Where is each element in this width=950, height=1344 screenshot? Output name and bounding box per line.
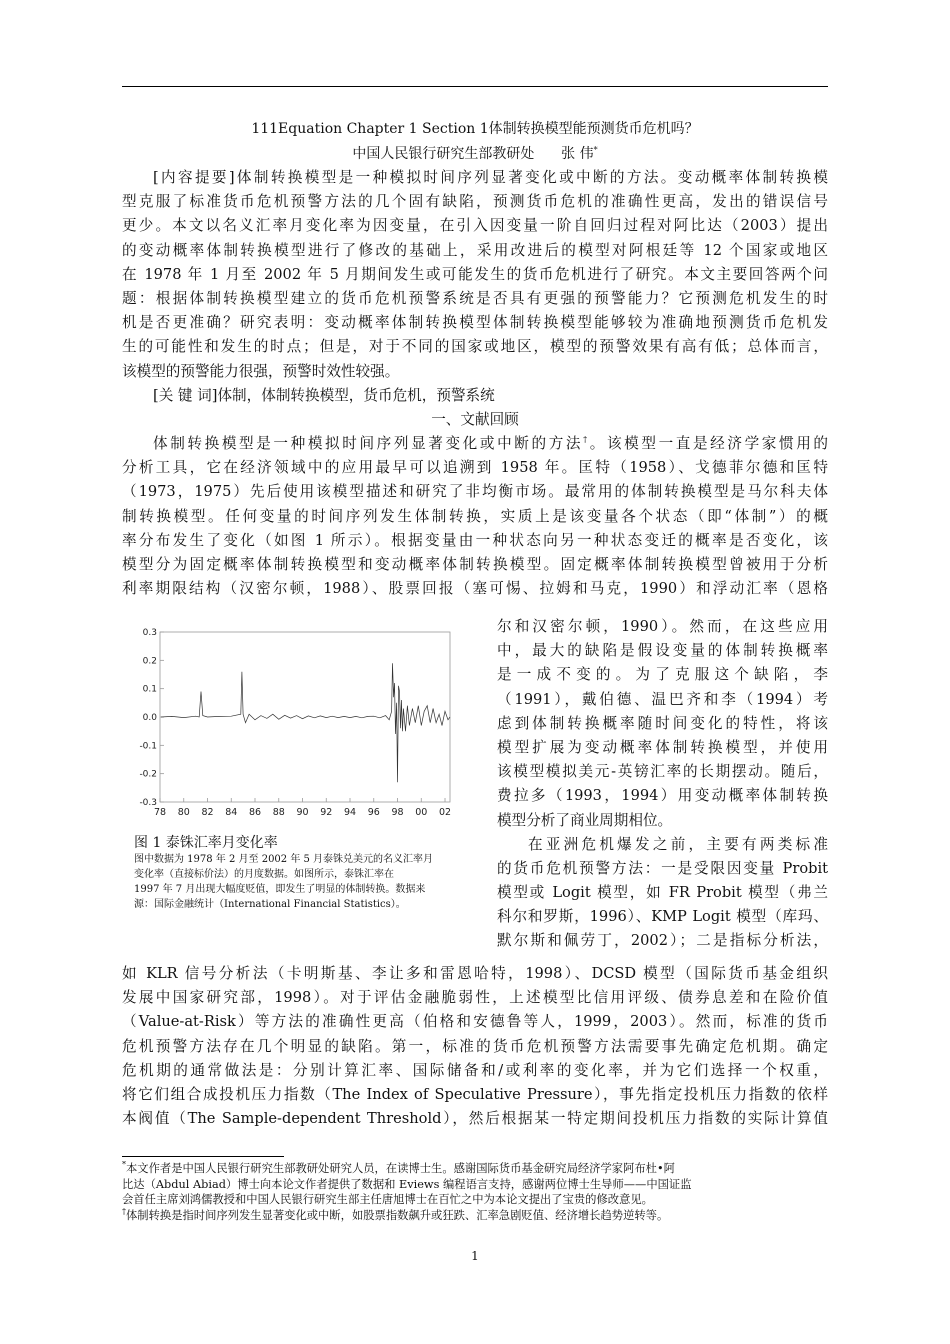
- figure-note-line: 源：国际金融统计（International Financial Statistics）。: [134, 899, 406, 910]
- x-tick-label: 84: [225, 807, 238, 818]
- x-tick-label: 88: [272, 807, 285, 818]
- figure-note-line: 图中数据为 1978 年 2 月至 2002 年 5 月泰铢兑美元的名义汇率月: [134, 854, 434, 865]
- abstract-line: 生的可能性和发生的时点；但是，对于不同的国家或地区，模型的预警效果有高有低；总体而言，: [122, 338, 828, 356]
- header-rule: [122, 86, 828, 87]
- footnote-text: 体制转换是指时间序列发生显著变化或中断，如股票指数飙升或狂跌、汇率急剧贬值、经济增长趋势逆转等。: [126, 1208, 669, 1222]
- paragraph-line: 分析工具，它在经济领域中的应用最早可以追溯到 1958 年。匡特（1958）、戈德菲尔德和匡特: [122, 459, 828, 477]
- x-tick-label: 96: [367, 807, 380, 818]
- exchange-rate-chart: [122, 620, 482, 830]
- page-number: 1: [471, 1249, 479, 1263]
- paragraph-text: 。该模型一直是经济学家惯用的: [589, 435, 828, 453]
- paragraph-line: 科尔和罗斯，1996）、KMP Logit 模型（库玛、: [497, 908, 828, 926]
- paragraph-text: 体制转换模型是一种模拟时间序列显著变化或中断的方法: [153, 435, 584, 453]
- series-line: [161, 663, 450, 782]
- abstract-line: 在 1978 年 1 月至 2002 年 5 月期间发生或可能发生的货币危机进行了研究。本文主要回答两个问: [122, 265, 828, 283]
- paragraph-line: 模型扩展为变动概率体制转换模型，并使用: [497, 738, 828, 756]
- y-tick-label: -0.2: [139, 769, 157, 780]
- x-tick-label: 94: [343, 807, 357, 818]
- paragraph-line: 利率期限结构（汉密尔顿，1988）、股票回报（塞可惕、拉姆和马克，1990）和浮动汇率（恩格: [122, 580, 828, 598]
- paragraph-line: 将它们组合成投机压力指数（The Index of Speculative Pressure），事先指定投机压力指数的依样: [122, 1085, 828, 1103]
- paragraph-line: （1973，1975）先后使用该模型描述和研究了非均衡市场。最常用的体制转换模型是马尔科夫体: [122, 483, 828, 501]
- paragraph-line: 危机期的通常做法是：分别计算汇率、国际储备和/或利率的变化率，并为它们选择一个权重，: [122, 1061, 828, 1079]
- paragraph-line: （Value-at-Risk）等方法的准确性更高（伯格和安德鲁等人，1999，2003）。然而，标准的货币: [122, 1013, 828, 1031]
- paper-title: 111Equation Chapter 1 Section 1体制转换模型能预测货币危机吗？: [251, 121, 699, 137]
- footnote-mark: †: [122, 1207, 126, 1217]
- footnote-mark: *: [122, 1161, 126, 1170]
- right-column: [497, 615, 828, 954]
- paragraph-line: 虑到体制转换概率随时间变化的特性，将该: [497, 714, 828, 732]
- y-tick-label: 0.1: [142, 684, 157, 695]
- footnote-line: [122, 1161, 828, 1177]
- paragraph-line: 本阀值（The Sample-dependent Threshold），然后根据某一特定期间投机压力指数的实际计算值: [122, 1110, 828, 1128]
- footnote-line: [122, 1208, 828, 1224]
- paragraph-line: 是一成不变的。为了克服这个缺陷，李: [497, 666, 828, 684]
- y-tick-label: 0.3: [142, 628, 157, 638]
- figure-1: [122, 620, 482, 920]
- abstract-line: 更少。本文以名义汇率月变化率为因变量，在引入因变量一阶自回归过程对阿比达（2003）提出: [122, 217, 828, 235]
- footnotes: [122, 1161, 828, 1223]
- paragraph-line: （1991），戴伯德、温巴齐和李（1994）考: [497, 690, 828, 708]
- footnote-line: 比达（Abdul Abiad）博士向本论文作者提供了数据和 Eviews 编程语言支持，感谢两位博士生导师——中国证监: [122, 1177, 692, 1191]
- author-footnote-mark: *: [593, 145, 598, 155]
- x-tick-label: 02: [438, 807, 452, 818]
- keywords: [关 键 词]体制，体制转换模型，货币危机，预警系统: [153, 386, 495, 404]
- x-tick-label: 80: [177, 807, 190, 818]
- paragraph-line: 默尔斯和佩劳丁，2002）；二是指标分析法，: [497, 932, 828, 950]
- footnote-text: 本文作者是中国人民银行研究生部教研处研究人员，在读博士生。感谢国际货币基金研究局经济学家阿布杜•阿: [126, 1162, 675, 1175]
- author-name: 张 伟: [561, 146, 594, 162]
- x-tick-label: 82: [201, 807, 214, 818]
- paragraph-line: 的货币危机预警方法：一是受限因变量 Probit: [497, 859, 828, 877]
- abstract-line: [内容提要]体制转换模型是一种模拟时间序列显著变化或中断的方法。变动概率体制转换模: [153, 169, 828, 186]
- x-tick-label: 86: [248, 807, 262, 818]
- paragraph-line: 危机预警方法存在几个明显的缺陷。第一，标准的货币危机预警方法需要事先确定危机期。确定: [122, 1037, 828, 1055]
- paragraph-line: 制转换模型。任何变量的时间序列发生体制转换，实质上是该变量各个状态（即“体制”）的概: [122, 507, 828, 525]
- x-tick-label: 78: [153, 807, 167, 818]
- x-tick-label: 00: [415, 807, 428, 818]
- paragraph-line: 该模型模拟美元-英镑汇率的长期摆动。随后，: [497, 763, 828, 781]
- figure-caption: 图 1 泰铢汇率月变化率: [134, 835, 278, 851]
- abstract-line: 机是否更准确？研究表明：变动概率体制转换模型体制转换模型能够较为准确地预测货币危机发: [122, 314, 828, 332]
- figure-note: [134, 852, 482, 912]
- x-tick-label: 98: [391, 807, 404, 818]
- abstract-line: 该模型的预警能力很强，预警时效性较强。: [122, 362, 400, 380]
- paragraph-line: 率分布发生了变化（如图 1 所示）。根据变量由一种状态向另一种状态变迁的概率是否变化，该: [122, 531, 828, 549]
- author-affiliation: 中国人民银行研究生部教研处: [352, 146, 535, 162]
- abstract-block: [122, 166, 828, 601]
- y-tick-label: 0.0: [142, 713, 157, 723]
- paragraph-line: 如 KLR 信号分析法（卡明斯基、李让多和雷恩哈特，1998）、DCSD 模型（国际货币基金组织: [122, 965, 828, 982]
- abstract-line: 题：根据体制转换模型建立的货币危机预警系统是否具有更强的预警能力？它预测危机发生的时: [122, 289, 828, 307]
- figure-note-line: 变化率（直接标价法）的月度数据。如图所示，泰铢汇率在: [134, 869, 394, 880]
- paragraph-line: 模型或 Logit 模型，如 FR Probit 模型（弗兰: [497, 884, 828, 902]
- footnote-rule: [122, 1156, 284, 1157]
- y-tick-label: -0.1: [139, 741, 157, 752]
- paragraph-line: [122, 432, 828, 456]
- paragraph-line: 费拉多（1993，1994）用变动概率体制转换: [497, 787, 828, 805]
- paragraph-line: 在亚洲危机爆发之前，主要有两类标准: [528, 835, 828, 853]
- author-line: [122, 144, 828, 164]
- abstract-line: 型克服了标准货币危机预警方法的几个固有缺陷，预测货币危机的准确性更高，发出的错误信号: [122, 193, 828, 211]
- y-tick-label: -0.3: [139, 798, 157, 808]
- x-tick-label: 92: [320, 807, 333, 818]
- paragraph-line: 发展中国家研究部，1998）。对于评估金融脆弱性，上述模型比信用评级、债券息差和在险价值: [122, 989, 828, 1007]
- paragraph-line: 尔和汉密尔顿，1990）。然而，在这些应用: [497, 618, 828, 635]
- x-axis: [154, 798, 451, 818]
- figure-note-line: 1997 年 7 月出现大幅度贬值，即发生了明显的体制转换。数据来: [134, 884, 426, 895]
- paragraph-line: 中，最大的缺陷是假设变量的体制转换概率: [497, 642, 828, 660]
- footnote-line: 会首任主席刘鸿儒教授和中国人民银行研究生部主任唐旭博士在百忙之中为本论文提出了宝贵的修改意见。: [122, 1193, 653, 1207]
- footnote-mark: †: [583, 435, 590, 445]
- continuation-block: [122, 962, 828, 1131]
- section-heading: 一、文献回顾: [431, 410, 519, 428]
- y-tick-label: 0.2: [142, 656, 157, 667]
- paragraph-line: 模型分为固定概率体制转换模型和变动概率体制转换模型。固定概率体制转换模型曾被用于分析: [122, 556, 828, 573]
- abstract-line: 的变动概率体制转换模型进行了修改的基础上，采用改进后的模型对阿根廷等 12 个国家或地区: [122, 241, 828, 259]
- paragraph-line: 模型分析了商业周期相位。: [497, 811, 673, 829]
- x-tick-label: 90: [296, 807, 309, 818]
